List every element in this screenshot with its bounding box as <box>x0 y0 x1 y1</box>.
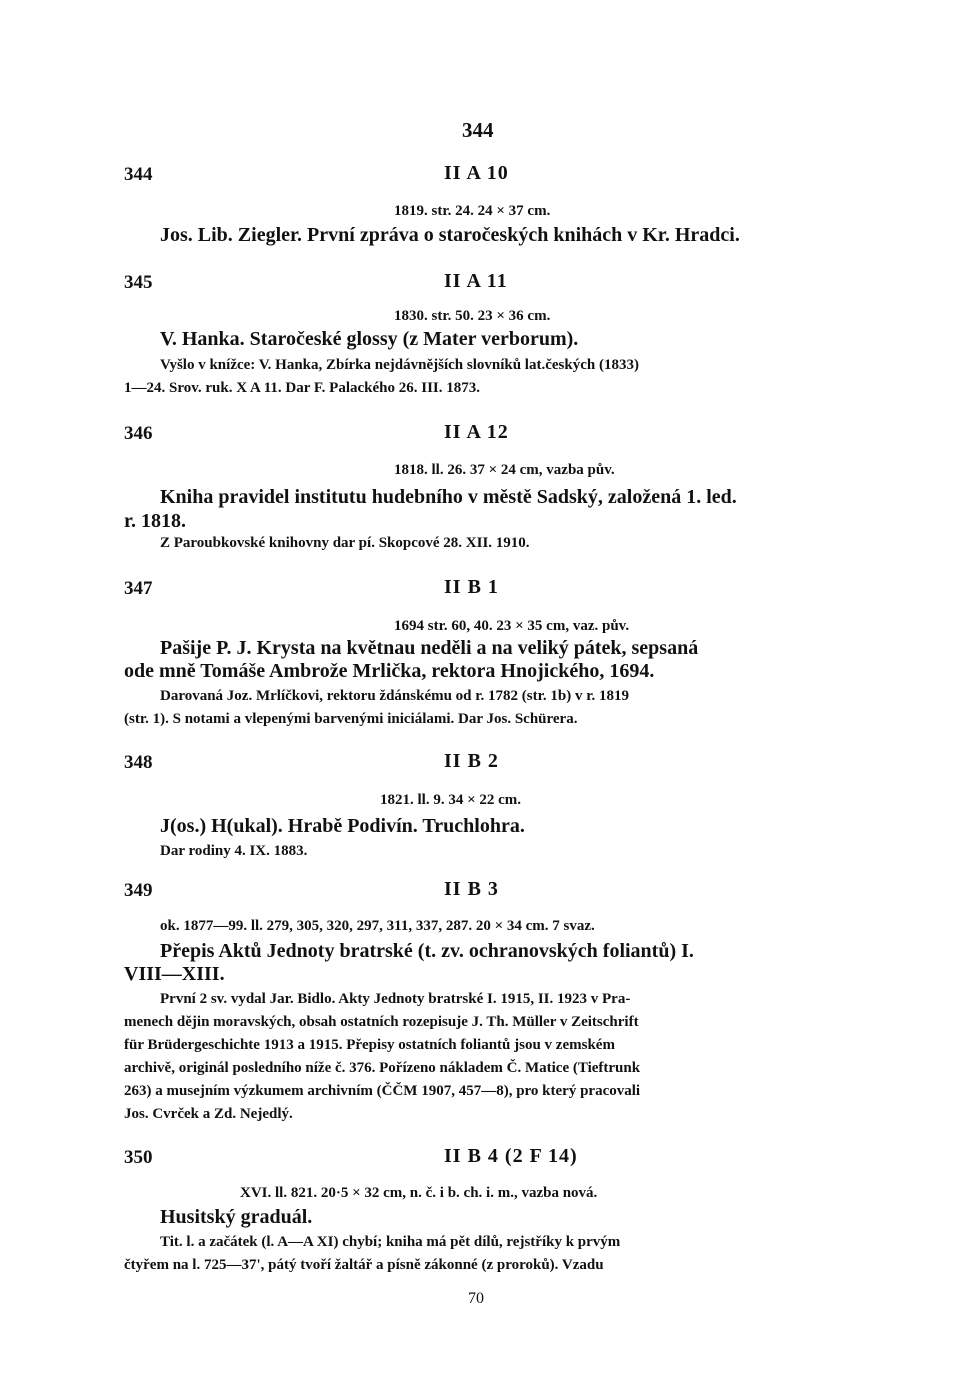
entry-note-line: 263) a musejním výzkumem archivním (ČČM 1907, 457—8), pro který pracovali <box>124 1083 641 1099</box>
entry-meta: 1821. ll. 9. 34 × 22 cm. <box>380 792 522 808</box>
entry-title: Pašije P. J. Krysta na květnau neděli a na veliký pátek, sepsaná <box>160 637 699 659</box>
entry-title: Jos. Lib. Ziegler. První zpráva o staročeských knihách v Kr. Hradci. <box>160 224 740 246</box>
entry-number: 344 <box>124 164 153 185</box>
entry-signature: II A 12 <box>444 421 509 443</box>
entry-meta: 1818. ll. 26. 37 × 24 cm, vazba pův. <box>394 462 615 478</box>
entry-number: 346 <box>124 423 153 444</box>
entry-title: VIII—XIII. <box>124 963 225 985</box>
entry-number: 345 <box>124 272 153 293</box>
entry-number: 350 <box>124 1147 153 1168</box>
entry-meta: ok. 1877—99. ll. 279, 305, 320, 297, 311, 337, 287. 20 × 34 cm. 7 svaz. <box>160 918 595 934</box>
entry-note-line: čtyřem na l. 725—37', pátý tvoří žaltář a písně zákonné (z proroků). Vzadu <box>124 1257 604 1273</box>
entry-signature: II B 3 <box>444 878 499 900</box>
entry-signature: II A 11 <box>444 270 508 292</box>
page-number-top: 344 <box>462 118 494 142</box>
entry-note-line: menech dějin moravských, obsah ostatních rozepisuje J. Th. Müller v Zeitschrift <box>124 1014 639 1030</box>
entry-meta: XVI. ll. 821. 20·5 × 32 cm, n. č. i b. ch. i. m., vazba nová. <box>240 1185 598 1201</box>
entry-signature: II B 1 <box>444 576 499 598</box>
entry-title: J(os.) H(ukal). Hrabě Podivín. Truchlohra. <box>160 815 525 837</box>
entry-title: V. Hanka. Staročeské glossy (z Mater verborum). <box>160 328 579 350</box>
entry-meta: 1830. str. 50. 23 × 36 cm. <box>394 308 551 324</box>
entry-title: Kniha pravidel institutu hudebního v městě Sadský, založená 1. led. <box>160 486 737 508</box>
entry-number: 349 <box>124 880 153 901</box>
entry-note-line: První 2 sv. vydal Jar. Bidlo. Akty Jednoty bratrské I. 1915, II. 1923 v Pra- <box>160 991 631 1007</box>
entry-signature: II B 4 (2 F 14) <box>444 1145 578 1167</box>
entry-signature: II B 2 <box>444 750 499 772</box>
entry-number: 347 <box>124 578 153 599</box>
entry-number: 348 <box>124 752 153 773</box>
entry-note-line: 1—24. Srov. ruk. X A 11. Dar F. Palackého 26. III. 1873. <box>124 380 481 396</box>
entry-title: r. 1818. <box>124 510 187 532</box>
entry-title: Přepis Aktů Jednoty bratrské (t. zv. ochranovských foliantů) I. <box>160 940 694 962</box>
entry-title: Husitský graduál. <box>160 1206 313 1228</box>
page-number-bottom: 70 <box>468 1290 484 1307</box>
entry-signature: II A 10 <box>444 162 509 184</box>
entry-meta: 1694 str. 60, 40. 23 × 35 cm, vaz. pův. <box>394 618 630 634</box>
entry-note-line: Jos. Cvrček a Zd. Nejedlý. <box>124 1106 293 1122</box>
entry-note-line: Vyšlo v knížce: V. Hanka, Zbírka nejdávnějších slovníků lat.českých (1833) <box>160 357 639 373</box>
entry-meta: 1819. str. 24. 24 × 37 cm. <box>394 203 551 219</box>
entry-note-line: Darovaná Joz. Mrlíčkovi, rektoru ždánskému od r. 1782 (str. 1b) v r. 1819 <box>160 688 630 704</box>
entry-note-line: Tit. l. a začátek (l. A—A XI) chybí; kniha má pět dílů, rejstříky k prvým <box>160 1234 621 1250</box>
entry-note-line: für Brüdergeschichte 1913 a 1915. Přepisy ostatních foliantů jsou v zemském <box>124 1037 615 1053</box>
entry-note-line: Dar rodiny 4. IX. 1883. <box>160 843 308 859</box>
entry-note-line: archivě, originál posledního níže č. 376. Pořízeno nákladem Č. Matice (Tieftrunk <box>124 1060 641 1076</box>
entry-note-line: Z Paroubkovské knihovny dar pí. Skopcové 28. XII. 1910. <box>160 535 530 551</box>
entry-note-line: (str. 1). S notami a vlepenými barvenými iniciálami. Dar Jos. Schürera. <box>124 711 578 727</box>
entry-title: ode mně Tomáše Ambrože Mrlička, rektora Hnojického, 1694. <box>124 660 655 682</box>
